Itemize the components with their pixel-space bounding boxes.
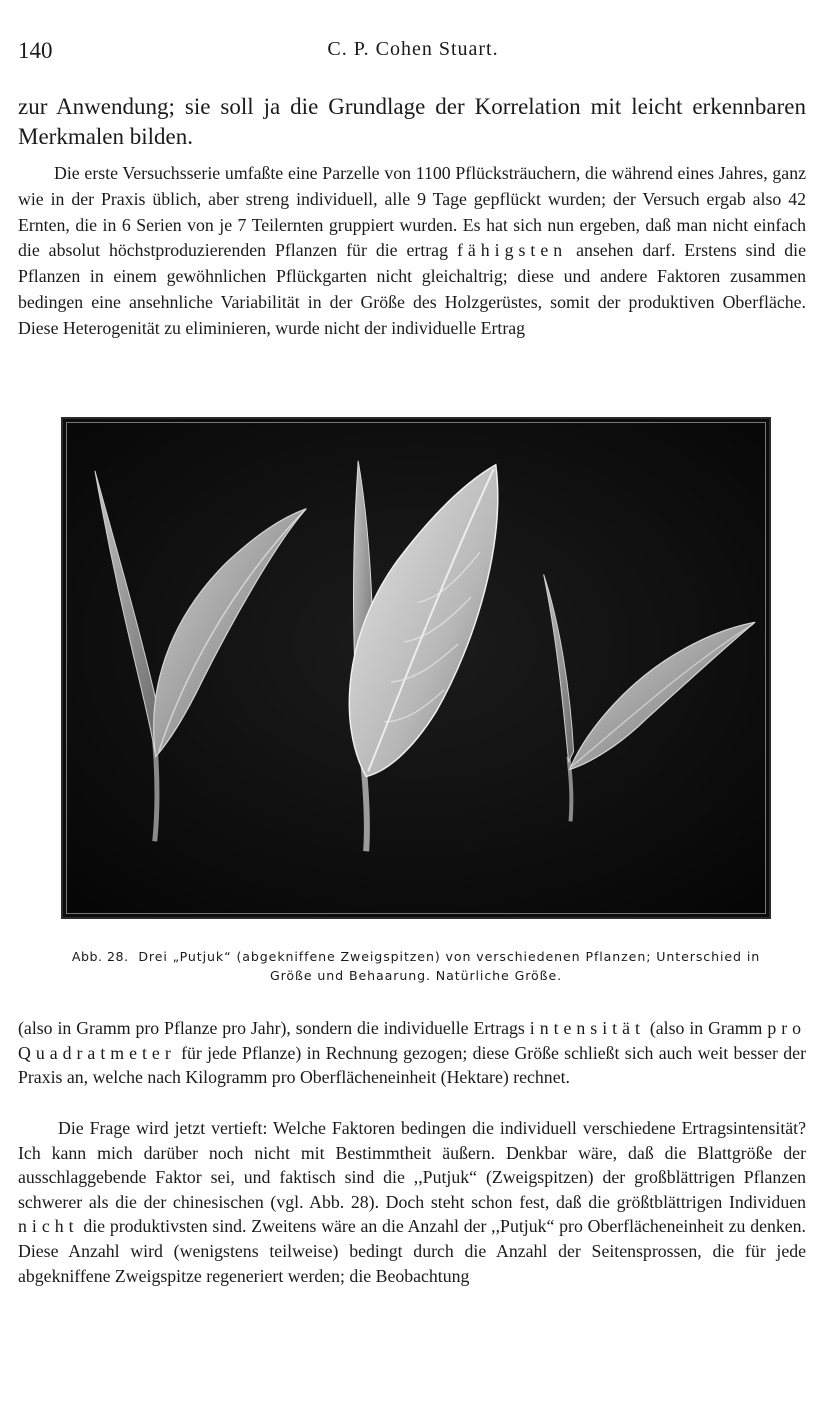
paragraph-frage: [18, 1116, 806, 1288]
paragraph-text: Die erste Versuchsserie umfaßte eine Parzelle von 1100 Pflücksträuchern, die während eines Jahres, ganz wie in der Praxis üblich, aber streng individuell, alle 9 Tage gepflückt wurden; der Versuch ergab also 42 Ernten, die in 6 Serien von je 7 Teilernten gruppiert wurden. Es hat sich nun ergeben, daß man nicht einfach die absolut höchstproduzierenden Pflanzen für die ertrag: [18, 163, 806, 261]
emphasis-spaced: intensität: [529, 1018, 645, 1038]
paragraph-text: (also in Gramm pro Pflanze pro Jahr), sondern die individuelle Ertrags: [18, 1018, 525, 1038]
paragraph-text: für jede Pflanze) in Rechnung gezogen; diese Größe schließt sich auch weit besser der Praxis an, welche nach Kilogramm pro Oberflächeneinheit (Hektare) rechnet.: [18, 1042, 806, 1088]
emphasis-spaced: fähigsten: [456, 240, 568, 261]
page-number: 140: [18, 38, 53, 63]
tea-shoots-photo: [67, 423, 765, 913]
figure-photo-putjuk: [61, 417, 771, 919]
running-head: C. P. Cohen Stuart.: [327, 38, 499, 60]
figure-label: Abb. 28.: [71, 949, 129, 964]
paragraph-ertragsintensitaet: [18, 1016, 806, 1090]
paragraph-text: (also in Gramm: [649, 1018, 763, 1038]
paragraph-text: ansehen darf. Erstens sind die Pflanzen in einem gewöhnlichen Pflückgarten nicht gleichaltrig; diese und andere Faktoren zusammen bedingen eine ansehnliche Variabilität in der Größe des Holzgerüstes, somit der produktiven Oberfläche. Diese Heterogenität zu eliminieren, wurde nicht der individuelle Ertrag: [18, 240, 806, 338]
page-header: [18, 38, 808, 66]
figure-caption: [60, 947, 772, 985]
paragraph-text: Die Frage wird jetzt vertieft: Welche Faktoren bedingen die individuell verschiedene Ertragsintensität? Ich kann mich darüber noch nicht mit Bestimmtheit äußern. Denkbar wäre, daß die Blattgröße der ausschlaggebende Faktor sei, und faktisch sind die ,,Putjuk“ (Zweigspitzen) der großblättrigen Pflanzen schwerer als die der chinesischen (vgl. Abb. 28). Doch steht schon fest, daß die größtblättrigen Individuen: [18, 1118, 806, 1212]
emphasis-spaced: nicht: [18, 1216, 79, 1237]
lead-paragraph: zur Anwendung; sie soll ja die Grundlage der Korrelation mit leicht erkennbaren Merkmalen bilden.: [18, 94, 806, 149]
paragraph-versuchsserie: [18, 161, 806, 342]
paragraph-text: die produktivsten sind. Zweitens wäre an die Anzahl der ,,Putjuk“ pro Oberflächeneinheit zu denken. Diese Anzahl wird (wenigstens teilweise) bedingt durch die Anzahl der Seitensprossen, die für jede abgekniffene Zweigspitze regeneriert werden; die Beobachtung: [18, 1216, 806, 1286]
figure-caption-text: Drei „Putjuk“ (abgekniffene Zweigspitzen) von verschiedenen Pflanzen; Unterschied in Größe und Behaarung. Natürliche Größe.: [138, 949, 761, 983]
emphasis-spaced: pro Quadratmeter: [18, 1018, 807, 1063]
photo-frame: [66, 422, 766, 914]
